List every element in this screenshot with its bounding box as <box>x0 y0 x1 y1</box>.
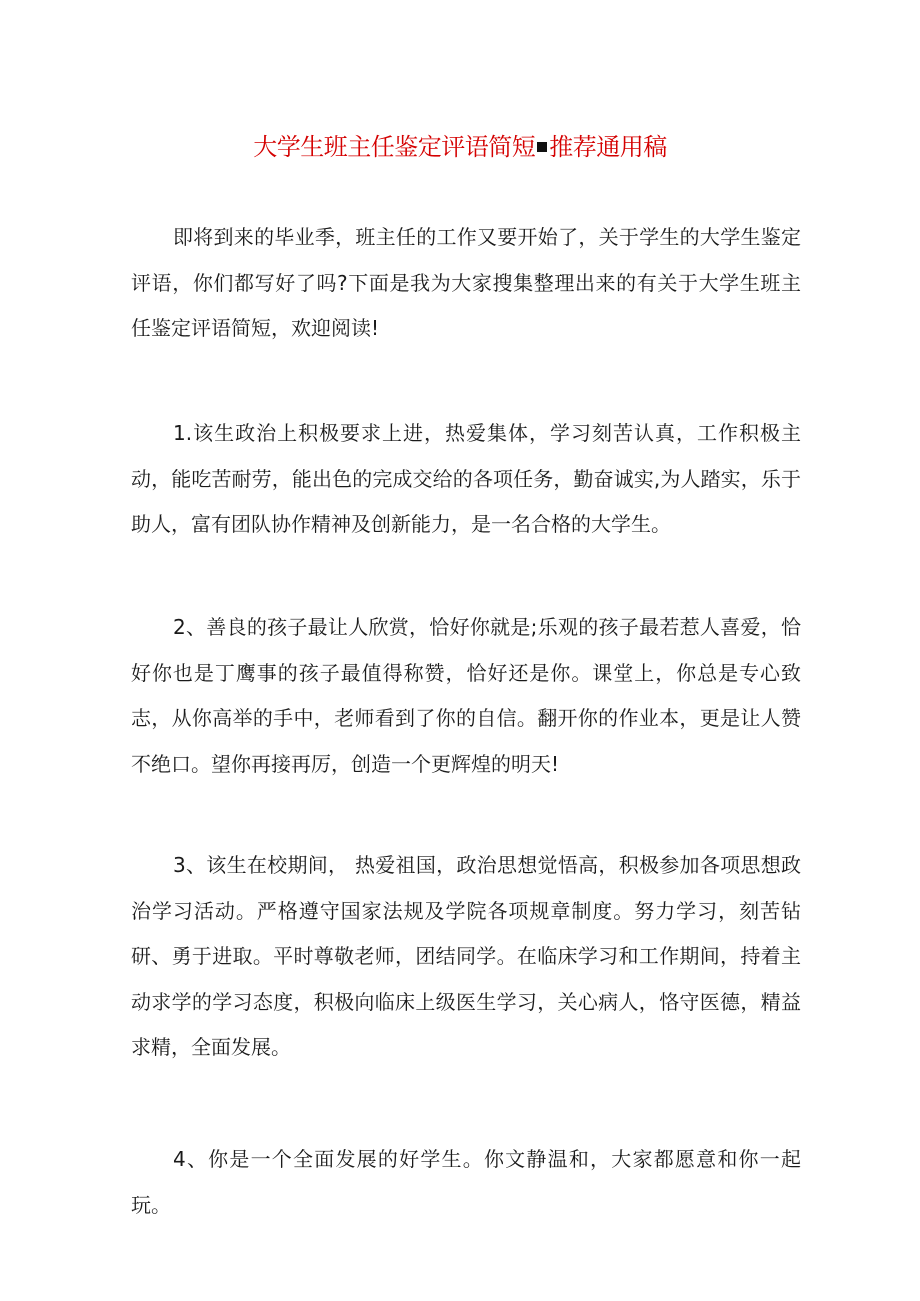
document-title <box>0 124 920 167</box>
comment-paragraph-2: 2、善良的孩子最让人欣赏，恰好你就是;乐观的孩子最若惹人喜爱，恰好你也是丁鹰事的孩子最值得称赞，恰好还是你。课堂上，你总是专心致志，从你高举的手中，老师看到了你的自信。翻开你的作业本，更是让人赞不绝口。望你再接再厉，创造一个更辉煌的明天! <box>131 615 801 776</box>
title-text-main: 大学生班主任鉴定评语简短 <box>253 133 536 161</box>
comment-paragraph-3: 3、该生在校期间， 热爱祖国，政治思想觉悟高，积极参加各项思想政治学习活动。严格遵守国家法规及学院各项规章制度。努力学习，刻苦钻研、勇于进取。平时尊敬老师，团结同学。在临床学习和工作期间，持着主动求学的学习态度，积极向临床上级医生学习，关心病人，恪守医德，精益求精，全面发展。 <box>131 853 801 1059</box>
comment-paragraph-4: 4、你是一个全面发展的好学生。你文静温和，大家都愿意和你一起玩。 <box>131 1147 801 1217</box>
comment-paragraph-1: 1.该生政治上积极要求上进，热爱集体，学习刻苦认真，工作积极主动，能吃苦耐劳，能出色的完成交给的各项任务，勤奋诚实,为人踏实，乐于助人，富有团队协作精神及创新能力，是一名合格的大学生。 <box>131 421 801 536</box>
title-text-suffix: 推荐通用稿 <box>549 133 667 161</box>
intro-paragraph: 即将到来的毕业季，班主任的工作又要开始了，关于学生的大学生鉴定评语，你们都写好了吗?下面是我为大家搜集整理出来的有关于大学生班主任鉴定评语简短，欢迎阅读! <box>131 225 801 340</box>
black-square-icon <box>537 124 547 134</box>
